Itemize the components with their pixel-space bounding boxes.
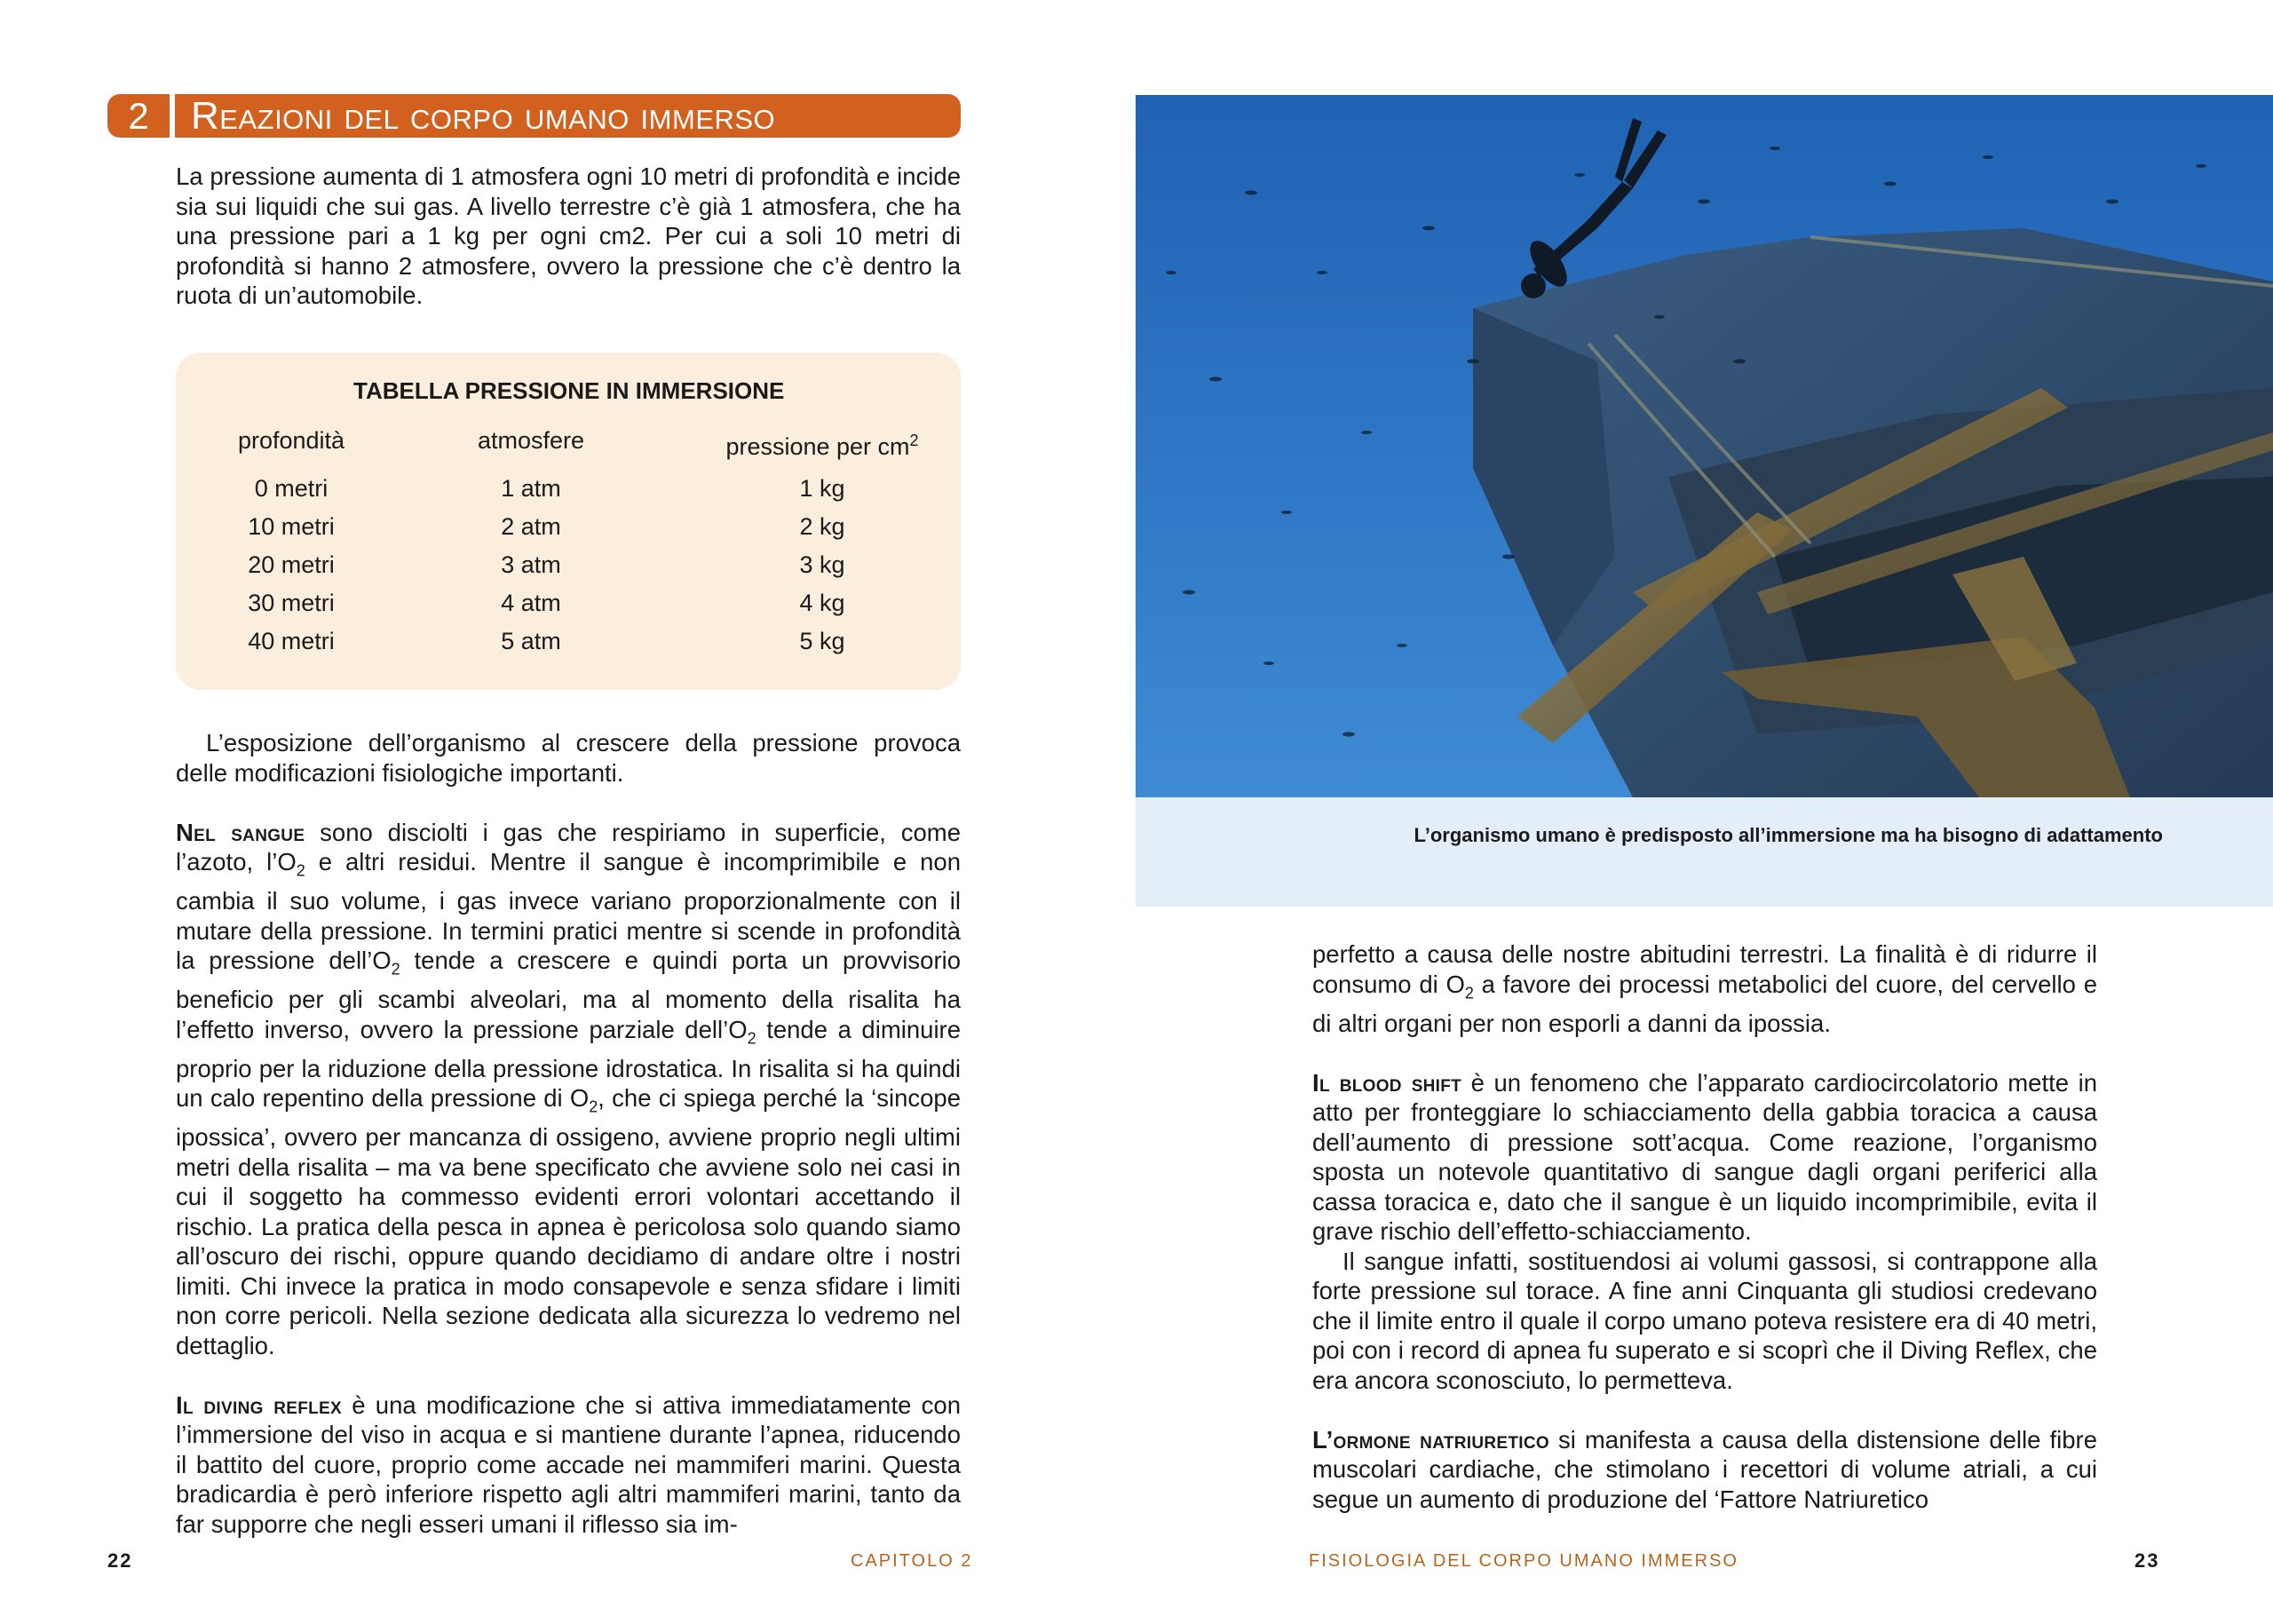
- table-cell: 5 atm: [501, 628, 561, 654]
- page-number-left: 22: [107, 1549, 133, 1572]
- pressure-table: [176, 353, 961, 690]
- table-cell: 4 kg: [799, 590, 845, 616]
- right-body-text: [1312, 939, 2097, 1514]
- running-footer-right: FISIOLOGIA DEL CORPO UMANO IMMERSO: [1309, 1551, 1738, 1571]
- table-column-atm: [478, 415, 584, 661]
- photo-caption-band: [1136, 797, 2273, 907]
- table-cell: 10 metri: [248, 513, 335, 540]
- table-header: profondità: [237, 427, 345, 454]
- table-header: pressione per $cm^2$: [725, 432, 919, 460]
- running-footer-left: CAPITOLO 2: [851, 1551, 973, 1571]
- section-number: 2: [107, 94, 170, 138]
- section-title: Reazioni del corpo umano immerso: [175, 94, 961, 138]
- table-cell: 30 metri: [248, 590, 335, 616]
- table-cell: 3 atm: [501, 551, 561, 578]
- table-cell: 40 metri: [248, 628, 335, 654]
- table-cell: 4 atm: [501, 590, 561, 616]
- photo-caption: L’organismo umano è predisposto all’immersione ma ha bisogno di adattamento: [1414, 824, 2163, 846]
- paragraph: Il sangue infatti, sostituendosi ai volumi gassosi, si contrappone alla forte pressione sul torace. A fine anni Cinquanta gli studiosi credevano che il limite entro il quale il corpo umano poteva resistere era di 40 metri, poi con i record di apnea fu superato e si scoprì che il Diving Reflex, che era ancora sconosciuto, lo permetteva.: [1312, 1247, 2097, 1394]
- left-body-text: [176, 728, 961, 1539]
- table-column-pressure: [716, 415, 929, 661]
- table-cell: 3 kg: [799, 551, 845, 578]
- underwater-wreck-photo: [1136, 95, 2273, 797]
- table-cell: 2 kg: [799, 513, 845, 540]
- paragraph-ormone: L’ormone natriuretico si manifesta a causa della distensione delle fibre muscolari cardiache, che stimolano i recettori di volume atriali, a cui segue un aumento di produzione del ‘Fattore Natriuretico: [1312, 1425, 2097, 1513]
- paragraph-blood-shift: Il blood shift è un fenomeno che l’apparato cardiocircolatorio mette in atto per fronteggiare lo schiacciamento della gabbia toracica a causa dell’aumento di pressione sott’acqua. Come reazione, l’organismo sposta un notevole quantitativo di sangue dagli organi periferici alla cassa toracica e, dato che il sangue è un liquido incomprimibile, evita il grave rischio dell’effetto-schiacciamento.: [1312, 1068, 2097, 1245]
- paragraph-diving-reflex: Il diving reflex è una modificazione che si attiva immediatamente con l’immersione del viso in acqua e si mantiene durante l’apnea, riducendo il battito del cuore, proprio come accade nei mammiferi marini. Questa bradicardia è però inferiore rispetto agli altri mammiferi marini, tanto da far supporre che negli esseri umani il riflesso sia im-: [176, 1390, 961, 1538]
- table-cell: 5 kg: [799, 628, 845, 654]
- intro-paragraph: La pressione aumenta di 1 atmosfera ogni 10 metri di profondità e incide sia sui liquidi che sui gas. A livello terrestre c’è già 1 atmosfera, che ha una pressione pari a 1 kg per ogni cm2. Per cui a soli 10 metri di profondità si hanno 2 atmosfere, ovvero la pressione che c’è dentro la ruota di un’automobile.: [176, 162, 961, 309]
- paragraph: L’esposizione dell’organismo al crescere della pressione provoca delle modificazioni fisiologiche importanti.: [176, 729, 961, 787]
- table-header: atmosfere: [478, 427, 585, 454]
- paragraph-continued: perfetto a causa delle nostre abitudini terrestri. La finalità è di ridurre il consumo di $O_2$ a favore dei processi metabolici del cuore, del cervello e di altri organi per non esporli a danni da ipossia.: [1312, 940, 2097, 1037]
- table-cell: 0 metri: [254, 475, 329, 502]
- table-column-depth: [225, 415, 358, 661]
- table-cell: 20 metri: [248, 551, 335, 578]
- page-number-right: 23: [2134, 1549, 2160, 1572]
- table-cell: 1 kg: [799, 475, 845, 502]
- table-cell: 2 atm: [501, 513, 561, 540]
- paragraph-blood: Nel sangue sono disciolti i gas che respiriamo in superficie, come l’azoto, $l’O_2$ e altri residui. Mentre il sangue è incomprimibile e non cambia il suo volume, i gas invece variano proporzionalmente con il mutare della pressione. In termini pratici mentre si scende in profondità la pressione $dell’O_2$ tende a crescere e quindi porta un provvisorio beneficio per gli scambi alveolari, ma al momento della risalita ha l’effetto inverso, ovvero la pressione parziale $dell’O_2$ tende a diminuire proprio per la riduzione della pressione idrostatica. In risalita si ha quindi un calo repentino della pressione di $O_2$, che ci spiega perché la ‘sincope ipossica’, ovvero per mancanza di ossigeno, avviene proprio negli ultimi metri della risalita – ma va bene specificato che avviene solo nei casi in cui il soggetto ha commesso evidenti errori volontari accettando il rischio. La pratica della pesca in apnea è pericolosa solo quando siamo all’oscuro dei rischi, oppure quando decidiamo di andare oltre i nostri limiti. Chi invece la pratica in modo consapevole e senza sfidare i limiti non corre pericoli. Nella sezione dedicata alla sicurezza lo vedremo nel dettaglio.: [176, 818, 962, 1359]
- table-title: TABELLA PRESSIONE IN IMMERSIONE: [353, 377, 785, 404]
- table-cell: 1 atm: [501, 475, 561, 502]
